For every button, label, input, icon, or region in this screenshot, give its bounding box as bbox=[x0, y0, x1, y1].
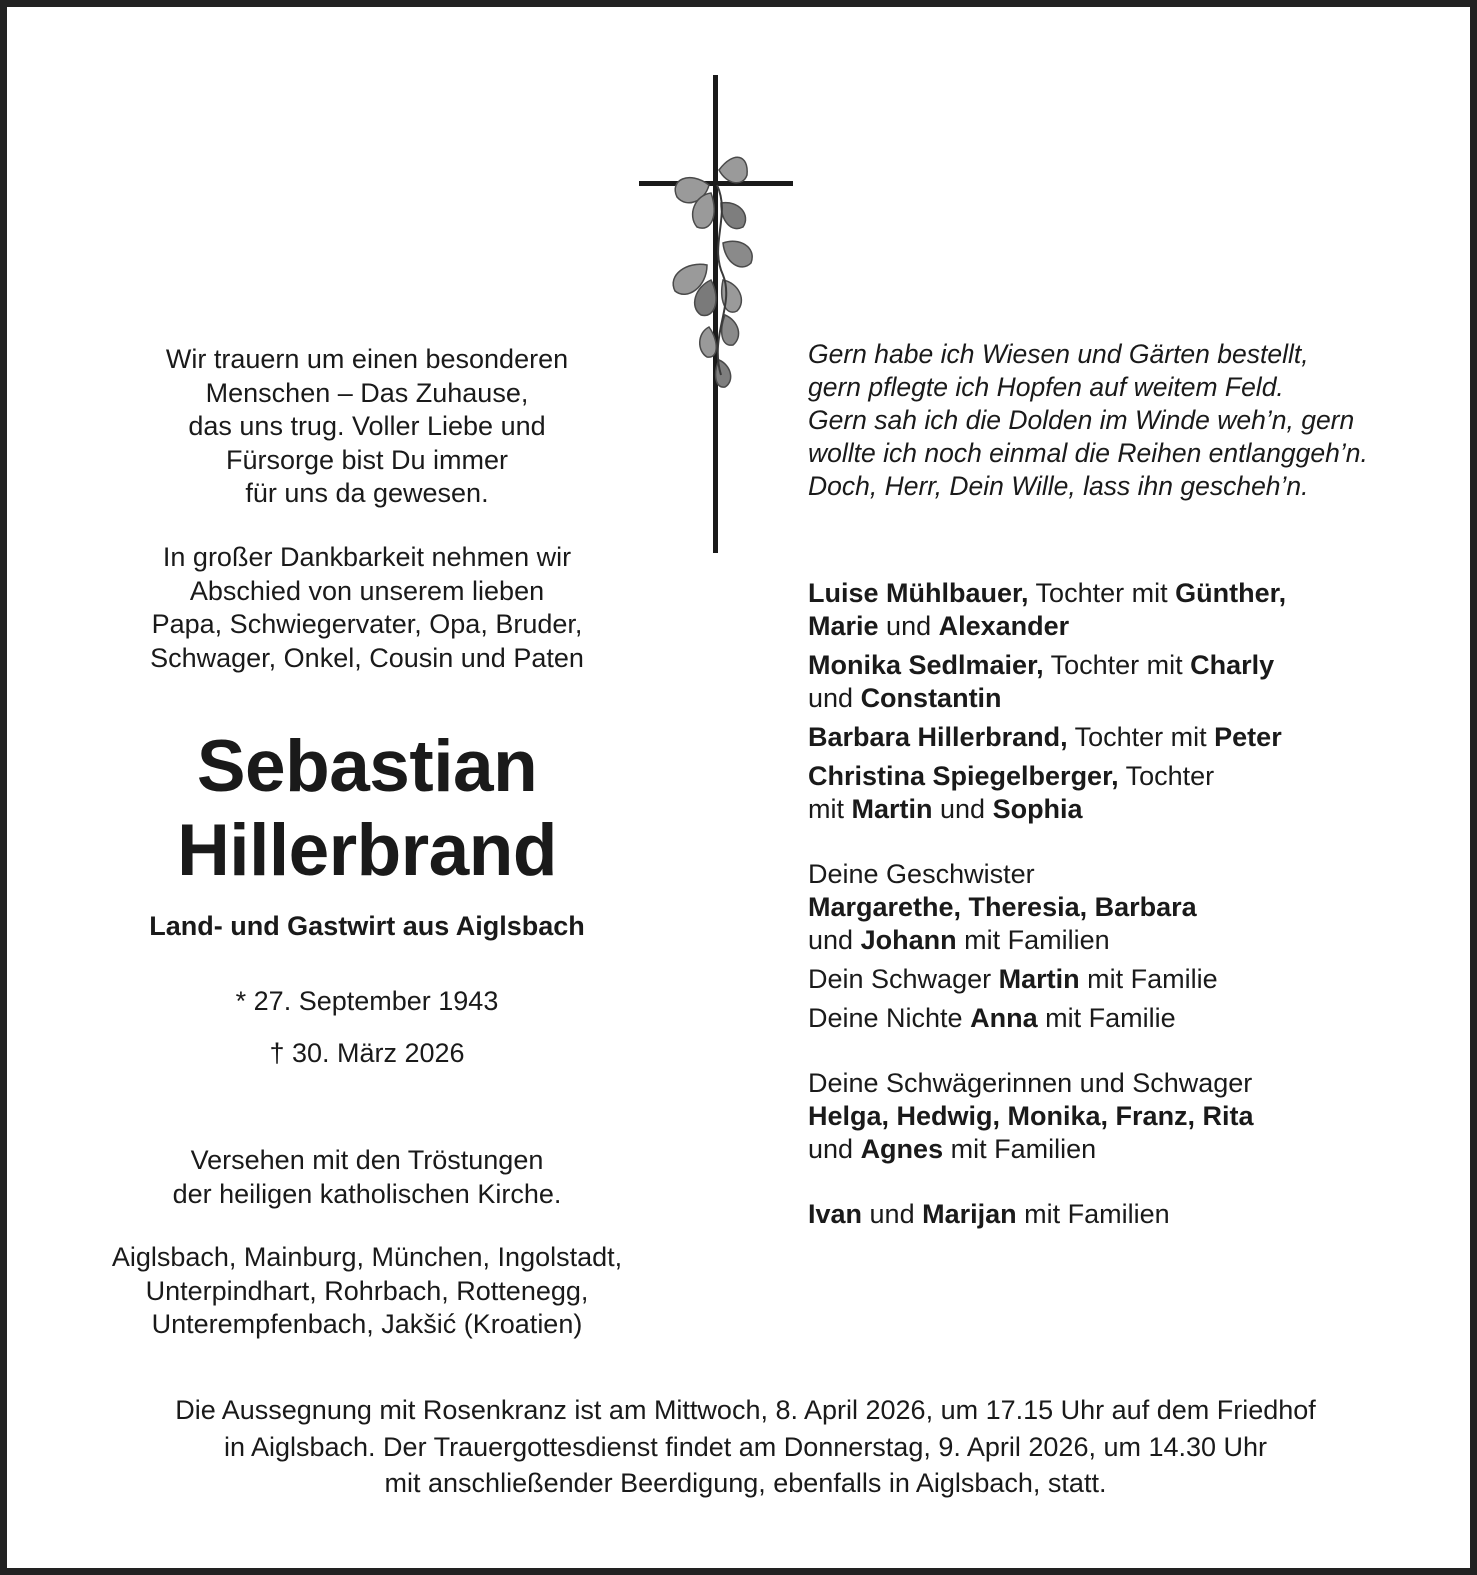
farewell-line: Schwager, Onkel, Cousin und Paten bbox=[150, 642, 584, 673]
poem-line: gern pflegte ich Hopfen auf weitem Feld. bbox=[808, 372, 1284, 402]
poem-line: Gern habe ich Wiesen und Gärten bestellt, bbox=[808, 339, 1309, 369]
funeral-line: mit anschließender Beerdigung, ebenfalls in Aiglsbach, statt. bbox=[384, 1468, 1107, 1498]
intro-line: Menschen – Das Zuhause, bbox=[205, 377, 529, 408]
mourner-entry: Monika Sedlmaier, Tochter mit Charly und Constantin bbox=[808, 650, 1275, 713]
deceased-first-name: Sebastian bbox=[196, 726, 538, 807]
intro-line: für uns da gewesen. bbox=[245, 478, 489, 508]
mourners-list bbox=[808, 577, 1458, 1237]
farewell-line: Papa, Schwiegervater, Opa, Bruder, bbox=[151, 609, 583, 639]
funeral-details bbox=[47, 1392, 1444, 1502]
deceased-profession: Land- und Gastwirt aus Aiglsbach bbox=[149, 911, 585, 941]
mourner-entry: Deine Geschwister Margarethe, Theresia, Barbara und Johann mit Familien bbox=[808, 859, 1197, 955]
poem-line: Gern sah ich die Dolden im Winde weh’n, gern bbox=[808, 405, 1355, 435]
funeral-line: Die Aussegnung mit Rosenkranz ist am Mittwoch, 8. April 2026, um 17.15 Uhr auf dem Friedhof bbox=[175, 1395, 1316, 1425]
places-line: Aiglsbach, Mainburg, München, Ingolstadt, bbox=[111, 1242, 623, 1272]
mourner-entry: Christina Spiegelberger, Tochter mit Martin und Sophia bbox=[808, 761, 1215, 824]
death-date: † 30. März 2026 bbox=[269, 1038, 465, 1068]
places-line: Unterpindhart, Rohrbach, Rottenegg, bbox=[145, 1275, 589, 1306]
sacrament-line: der heiligen katholischen Kirche. bbox=[172, 1178, 562, 1209]
funeral-line: in Aiglsbach. Der Trauergottesdienst findet am Donnerstag, 9. April 2026, um 14.30 Uhr bbox=[223, 1431, 1268, 1462]
intro-line: Wir trauern um einen besonderen bbox=[165, 344, 569, 374]
farewell-line: In großer Dankbarkeit nehmen wir bbox=[162, 542, 572, 572]
places-text bbox=[47, 1241, 687, 1342]
sacrament-line: Versehen mit den Tröstungen bbox=[190, 1145, 544, 1175]
deceased-last-name: Hillerbrand bbox=[177, 810, 557, 891]
deceased-name bbox=[47, 725, 687, 893]
poem bbox=[808, 338, 1458, 503]
mourner-entry: Luise Mühlbauer, Tochter mit Günther, Marie und Alexander bbox=[808, 578, 1287, 641]
mourner-entry: Dein Schwager Martin mit Familie bbox=[808, 964, 1218, 994]
intro-text bbox=[47, 343, 687, 511]
farewell-text bbox=[47, 541, 687, 675]
sacrament-text bbox=[47, 1144, 687, 1211]
intro-line: Fürsorge bist Du immer bbox=[225, 444, 509, 475]
farewell-line: Abschied von unserem lieben bbox=[189, 575, 545, 606]
mourner-entry: Deine Nichte Anna mit Familie bbox=[808, 1003, 1176, 1033]
mourner-entry: Barbara Hillerbrand, Tochter mit Peter bbox=[808, 722, 1282, 752]
birth-date: * 27. September 1943 bbox=[235, 986, 499, 1016]
poem-line: Doch, Herr, Dein Wille, lass ihn gescheh’n. bbox=[808, 471, 1309, 501]
mourner-entry: Ivan und Marijan mit Familien bbox=[808, 1199, 1170, 1229]
intro-line: das uns trug. Voller Liebe und bbox=[188, 411, 546, 441]
poem-line: wollte ich noch einmal die Reihen entlanggeh’n. bbox=[808, 438, 1368, 468]
mourner-entry: Deine Schwägerinnen und Schwager Helga, Hedwig, Monika, Franz, Rita und Agnes mit Familien bbox=[808, 1068, 1254, 1164]
places-line: Unterempfenbach, Jakšić (Kroatien) bbox=[151, 1309, 583, 1339]
